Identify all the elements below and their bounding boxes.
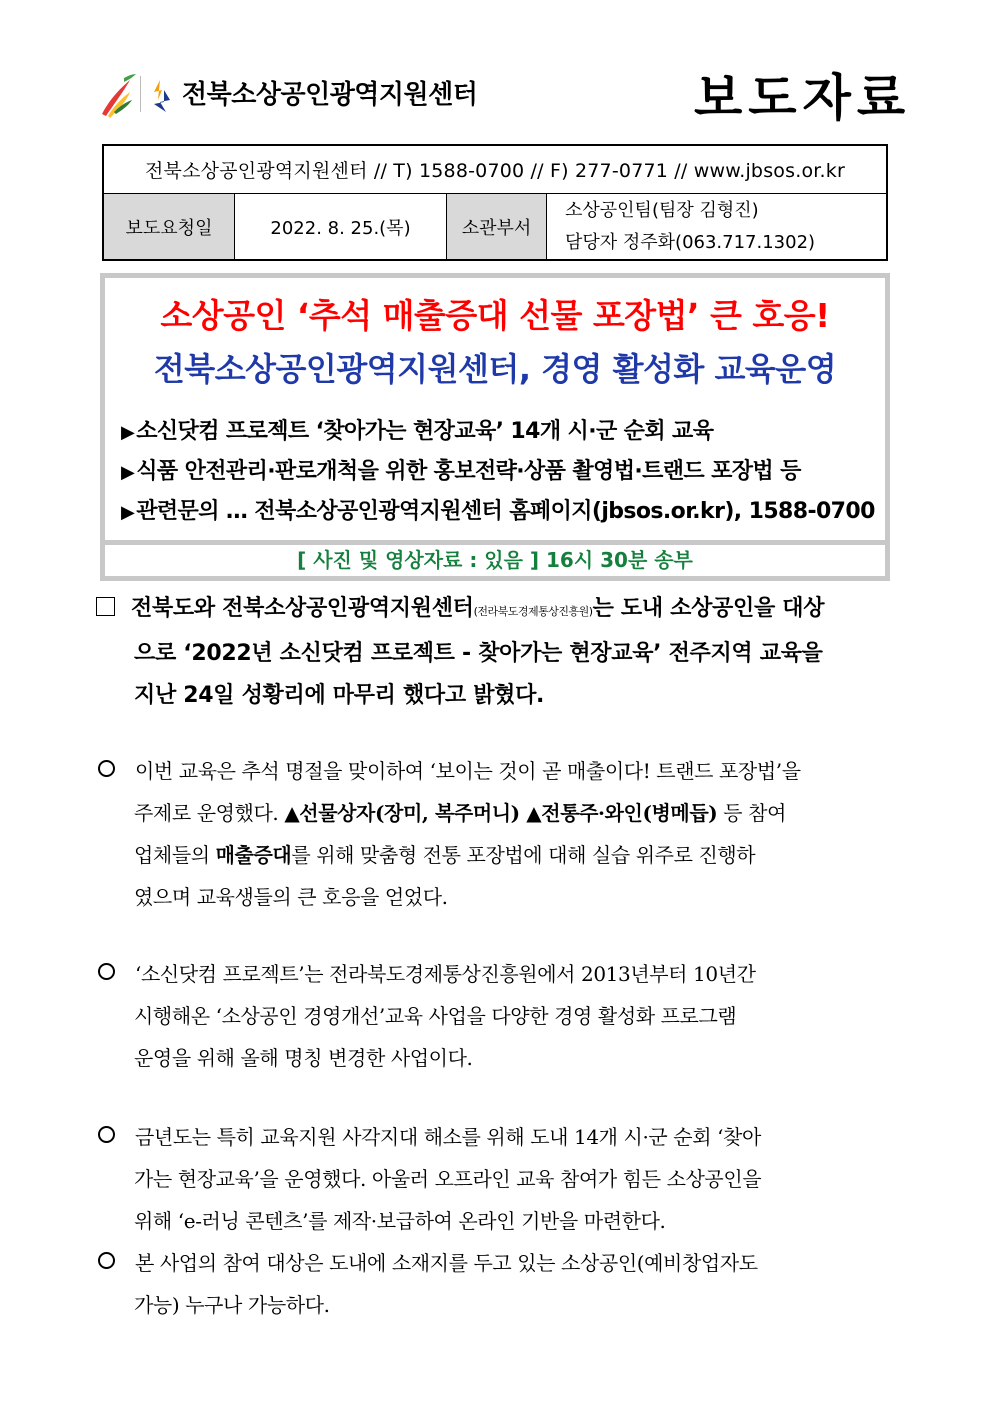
photo-note: [ 사진 및 영상자료 : 있음 ] 16시 30분 송부	[297, 548, 693, 572]
para-text: 본 사업의 참여 대상은 도내에 소재지를 두고 있는 소상공인(예비창업자도	[135, 1251, 758, 1275]
paragraph-4	[96, 1242, 900, 1326]
summary-bullet	[121, 412, 875, 452]
bullet-arrow-icon: ▶	[121, 502, 135, 523]
paragraph-3	[96, 1116, 900, 1242]
bullet-text: 관련문의 … 전북소상공인광역지원센터 홈페이지(jbsos.or.kr), 1588-0700	[136, 499, 875, 524]
circle-bullet-icon	[98, 1126, 115, 1143]
para-text: ‘소신닷컴 프로젝트’는 전라북도경제통상진흥원에서 2013년부터 10년간	[135, 962, 756, 986]
para-line: 시행해온 ‘소상공인 경영개선’교육 사업을 다양한 경영 활성화 프로그램	[134, 1004, 737, 1028]
para-line	[96, 834, 900, 876]
para-text: 를 위해 맞춤형 전통 포장법에 대해 실습 위주로 진행하	[291, 843, 756, 867]
paragraph-2	[96, 953, 900, 1079]
summary-bullet	[121, 452, 875, 492]
dept-contact: 담당자 정주화(063.717.1302)	[565, 231, 816, 253]
request-date: 2022. 8. 25.(목)	[235, 194, 447, 259]
para-line	[96, 1116, 900, 1158]
headline-box	[100, 273, 890, 581]
para-line	[96, 953, 900, 995]
para-line	[96, 792, 900, 834]
lead-line: 지난 24일 성황리에 마무리 했다고 밝혔다.	[134, 683, 545, 708]
para-line	[96, 1242, 900, 1284]
bullet-text: 식품 안전관리·판로개척을 위한 홍보전략·상품 촬영법·트랜드 포장법 등	[136, 459, 801, 484]
para-bold-text: ▲선물상자(장미, 복주머니) ▲전통주·와인(병메듭)	[284, 801, 718, 825]
para-bold-text: 매출증대	[215, 843, 292, 867]
para-text: 업체들의	[134, 843, 216, 867]
lead-line	[96, 588, 898, 633]
dept-team: 소상공인팀(팀장 김형진)	[565, 199, 759, 221]
summary-bullets	[121, 412, 875, 532]
dept-info	[547, 194, 886, 259]
org-name: 전북소상공인광역지원센터	[182, 80, 478, 110]
lead-text: 는 도내 소상공인을 대상	[592, 596, 825, 621]
para-text: 주제로 운영했다.	[134, 801, 285, 825]
circle-bullet-icon	[98, 760, 115, 777]
info-table	[102, 144, 888, 261]
circle-bullet-icon	[98, 963, 115, 980]
para-line: 가는 현장교육’을 운영했다. 아울러 오프라인 교육 참여가 힘든 소상공인을	[134, 1167, 762, 1191]
para-text: 등 참여	[717, 801, 787, 825]
lead-paragraph	[96, 588, 898, 717]
headline-inner	[105, 278, 885, 545]
summary-bullet	[121, 492, 875, 532]
lead-text: 전북도와 전북소상공인광역지원센터	[131, 596, 474, 621]
dept-label: 소관부서	[447, 194, 547, 259]
para-line	[96, 750, 900, 792]
contact-line: 전북소상공인광역지원센터 // T) 1588-0700 // F) 277-0771 // www.jbsos.or.kr	[104, 146, 886, 194]
press-release-title: 보도자료	[694, 69, 912, 127]
sub-title: 전북소상공인광역지원센터, 경영 활성화 교육운영	[153, 350, 837, 388]
center-logo-icon	[150, 78, 174, 114]
bullet-arrow-icon: ▶	[121, 422, 135, 443]
logo-divider	[140, 76, 141, 112]
lead-small-text: (전라북도경제통상진흥원)	[473, 605, 593, 618]
request-date-label: 보도요청일	[104, 194, 235, 259]
bullet-arrow-icon: ▶	[121, 462, 135, 483]
para-line: 운영을 위해 올해 명칭 변경한 사업이다.	[134, 1046, 473, 1070]
para-line: 였으며 교육생들의 큰 호응을 얻었다.	[134, 885, 448, 909]
para-line: 위해 ‘e-러닝 콘텐츠’를 제작·보급하여 온라인 기반을 마련한다.	[134, 1209, 666, 1233]
circle-bullet-icon	[98, 1252, 115, 1269]
main-title: 소상공인 ‘추석 매출증대 선물 포장법’ 큰 호응!	[160, 296, 830, 335]
para-line: 가능) 누구나 가능하다.	[134, 1293, 330, 1317]
lead-line: 으로 ‘2022년 소신닷컴 프로젝트 - 찾아가는 현장교육’ 전주지역 교육을	[134, 641, 823, 666]
bullet-text: 소신닷컴 프로젝트 ‘찾아가는 현장교육’ 14개 시·군 순회 교육	[136, 419, 714, 444]
para-text: 금년도는 특히 교육지원 사각지대 해소를 위해 도내 14개 시·군 순회 ‘찾아	[135, 1125, 761, 1149]
para-text: 이번 교육은 추석 명절을 맞이하여 ‘보이는 것이 곧 매출이다! 트랜드 포장법’을	[135, 759, 801, 783]
checkbox-square-icon	[96, 597, 115, 616]
paragraph-1	[96, 750, 900, 918]
jeonbuk-logo-icon	[96, 72, 146, 120]
